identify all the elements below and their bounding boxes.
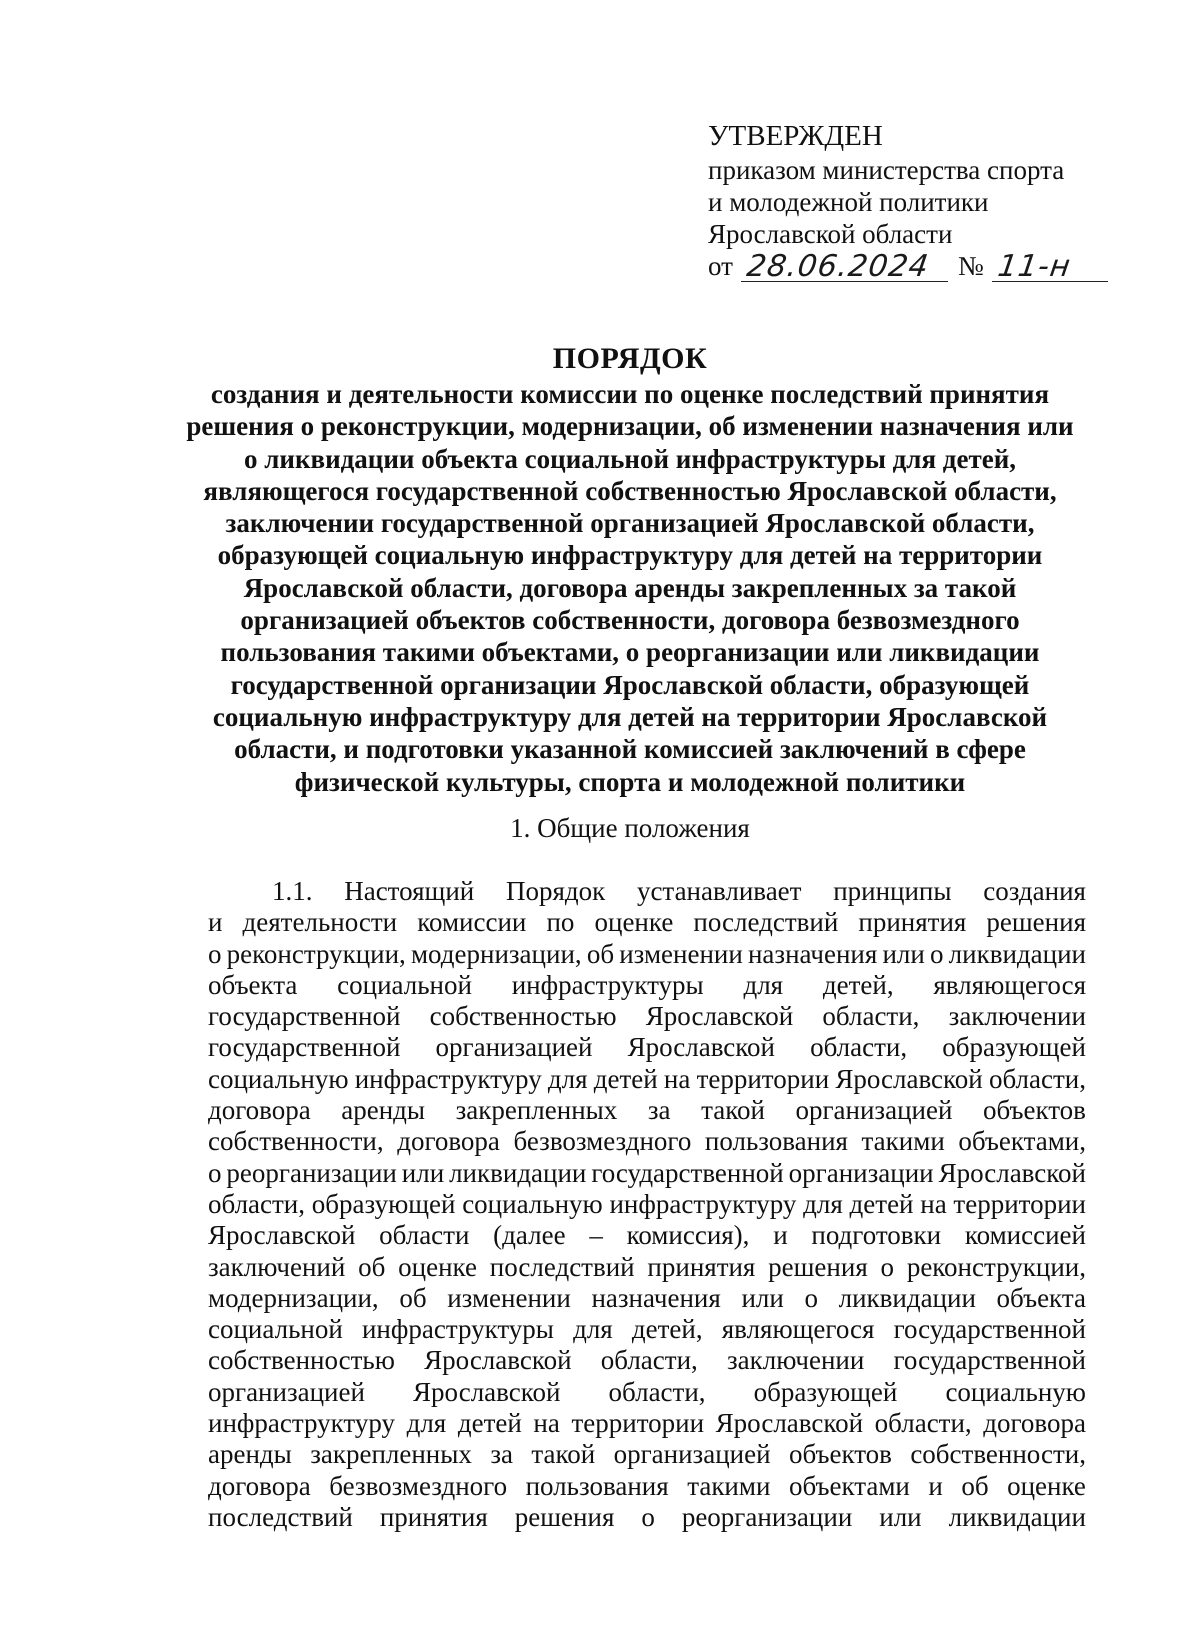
word: заключении: [727, 1345, 865, 1376]
paragraph-line: [208, 1439, 1086, 1470]
subtitle-line: являющегося государственной собственностью Ярославской области,: [203, 475, 1057, 506]
word: заключений: [208, 1251, 346, 1282]
word: области,: [988, 1063, 1086, 1094]
word: закрепленных: [455, 1095, 618, 1126]
title-main: ПОРЯДОК: [552, 342, 708, 375]
word: объектами: [788, 1470, 910, 1501]
word: принятия: [647, 1251, 756, 1282]
word: для: [743, 969, 784, 1000]
word: по: [546, 907, 575, 938]
paragraph-line: [208, 1408, 1086, 1439]
paragraph-line: [208, 1158, 1086, 1189]
word: на: [663, 1063, 691, 1094]
word: образующей: [942, 1032, 1086, 1063]
word: за: [647, 1095, 671, 1126]
word: об: [961, 1470, 989, 1501]
word: об: [399, 1282, 427, 1313]
word: государственной: [208, 1032, 401, 1063]
word: области: [379, 1220, 470, 1251]
word: о: [930, 938, 944, 969]
word: образующей: [753, 1376, 898, 1407]
word: реорганизации: [681, 1501, 853, 1532]
paragraph-line: [208, 970, 1086, 1001]
handwritten-number: 11-н: [995, 249, 1073, 284]
word: оценке: [398, 1251, 477, 1282]
word: об: [586, 938, 615, 969]
word: и: [773, 1220, 788, 1251]
word: области,: [822, 1001, 920, 1032]
word: изменении: [447, 1282, 571, 1313]
paragraph-line: [208, 939, 1086, 970]
word: о: [208, 1157, 222, 1188]
word: инфраструктуру: [609, 1188, 797, 1219]
word: пользования: [704, 1126, 848, 1157]
word: собственности,: [208, 1126, 384, 1157]
word: –: [589, 1220, 603, 1251]
word: детей: [593, 1063, 658, 1094]
word: объекта: [208, 969, 298, 1000]
subtitle-line: решения о реконструкции, модернизации, об изменении назначения или: [186, 411, 1074, 442]
date-prefix: от: [708, 251, 733, 281]
approval-heading: УТВЕРЖДЕН: [708, 120, 883, 152]
word: безвозмездного: [329, 1470, 508, 1501]
paragraph-line: [208, 1189, 1086, 1220]
word: подготовки: [811, 1220, 942, 1251]
word: или: [401, 1157, 445, 1188]
word: детей: [457, 1408, 522, 1439]
word: принятия: [858, 907, 967, 938]
word: государственной: [893, 1314, 1086, 1345]
number-field: [992, 251, 1108, 282]
word: Ярославской: [645, 1001, 794, 1032]
word: такой: [701, 1095, 765, 1126]
word: 1.1.: [272, 876, 313, 906]
word: о: [880, 1251, 895, 1282]
approval-stamp-block: [708, 118, 1108, 282]
subtitle-line: заключении государственной организацией Ярославской области,: [225, 508, 1035, 539]
word: договора: [983, 1408, 1086, 1439]
word: организации: [788, 1157, 934, 1188]
word: комиссией: [964, 1220, 1086, 1251]
word: являющегося: [933, 969, 1086, 1000]
word: договора: [397, 1126, 500, 1157]
subtitle-line: области, и подготовки указанной комиссией заключений в сфере: [234, 734, 1026, 765]
word: аренды: [208, 1439, 292, 1470]
word: социальную: [945, 1376, 1086, 1407]
word: инфраструктуры: [511, 969, 704, 1000]
word: собственности,: [910, 1439, 1086, 1470]
word: государственной: [591, 1157, 784, 1188]
word: последствий: [208, 1501, 353, 1532]
paragraph-line: [208, 1471, 1086, 1502]
word: инфраструктуры: [361, 1314, 554, 1345]
word: инфраструктуру: [354, 1063, 542, 1094]
word: социальной: [337, 969, 472, 1000]
word: закрепленных: [310, 1439, 472, 1470]
word: Ярославской: [208, 1220, 356, 1251]
word: реконструкции,: [226, 938, 406, 969]
word: ликвидации: [449, 1157, 587, 1188]
word: Ярославской: [413, 1376, 561, 1407]
approval-date-number-line: [708, 250, 1108, 282]
number-sign: №: [957, 251, 984, 281]
word: модернизации,: [208, 1282, 379, 1313]
word: Ярославской: [835, 1063, 983, 1094]
word: комиссии: [417, 907, 527, 938]
word: реконструкции,: [906, 1251, 1086, 1282]
word: назначения: [747, 938, 878, 969]
word: социальной: [208, 1314, 343, 1345]
word: Ярославской: [715, 1408, 864, 1439]
word: территории: [953, 1188, 1086, 1219]
paragraph-line: [208, 1377, 1086, 1408]
word: объектов: [788, 1439, 892, 1470]
subtitle-line: организацией объектов собственности, договора безвозмездного: [240, 605, 1020, 636]
word: детей,: [822, 969, 894, 1000]
word: пользования: [525, 1470, 669, 1501]
word: договора: [208, 1095, 311, 1126]
word: такой: [531, 1439, 596, 1470]
word: области,: [608, 1376, 706, 1407]
approval-line: приказом министерства спорта: [708, 155, 1065, 185]
word: или: [882, 938, 925, 969]
word: собственностью: [429, 1001, 617, 1032]
word: детей: [849, 1188, 914, 1219]
word: последствий: [693, 907, 839, 938]
word: решения: [768, 1251, 868, 1282]
subtitle-line: образующей социальную инфраструктуру для детей на территории: [217, 540, 1043, 571]
word: заключении: [948, 1001, 1086, 1032]
word: оценке: [1007, 1470, 1086, 1501]
word: о: [208, 938, 222, 969]
approval-line: Ярославской области: [708, 219, 953, 249]
title-subtitle: [180, 378, 1080, 798]
word: такими: [861, 1126, 945, 1157]
paragraph-line: [208, 1001, 1086, 1032]
word: модернизации,: [410, 938, 582, 969]
paragraph-line: [208, 1314, 1086, 1345]
word: (далее: [493, 1220, 566, 1251]
paragraph-line: [208, 1032, 1086, 1063]
word: последствий: [489, 1251, 635, 1282]
subtitle-line: пользования такими объектами, о реорганизации или ликвидации: [220, 637, 1040, 668]
word: для: [547, 1063, 588, 1094]
word: комиссия),: [626, 1220, 750, 1251]
approval-line: и молодежной политики: [708, 187, 989, 217]
word: ликвидации: [948, 938, 1086, 969]
word: территории: [696, 1063, 830, 1094]
word: за: [490, 1439, 513, 1470]
word: и: [208, 907, 223, 938]
word: объекта: [996, 1282, 1086, 1313]
word: области,: [600, 1345, 698, 1376]
word: объектов: [982, 1095, 1086, 1126]
paragraph-line: [208, 876, 1086, 907]
word: договора: [208, 1470, 311, 1501]
paragraph-line: [208, 907, 1086, 938]
word: о: [641, 1501, 655, 1532]
word: на: [533, 1408, 560, 1439]
subtitle-line: создания и деятельности комиссии по оценке последствий принятия: [210, 379, 1050, 409]
paragraph-line: [208, 1095, 1086, 1126]
subtitle-line: физической культуры, спорта и молодежной политики: [294, 766, 966, 797]
word: государственной: [893, 1345, 1086, 1376]
word: об: [358, 1251, 386, 1282]
handwritten-date: 28.06.2024: [744, 249, 932, 284]
subtitle-line: о ликвидации объекта социальной инфраструктуры для детей,: [243, 443, 1017, 474]
word: Ярославской: [424, 1345, 572, 1376]
word: на: [920, 1188, 947, 1219]
paragraph-1-1: [208, 876, 1086, 1533]
word: реорганизации: [226, 1157, 397, 1188]
word: безвозмездного: [513, 1126, 692, 1157]
word: оценке: [594, 907, 674, 938]
word: организацией: [208, 1376, 365, 1407]
word: ликвидации: [948, 1501, 1086, 1532]
word: деятельности: [242, 907, 398, 938]
word: или: [879, 1501, 922, 1532]
word: или: [741, 1282, 784, 1313]
word: объектами,: [958, 1126, 1086, 1157]
subtitle-line: социальную инфраструктуру для детей на территории Ярославской: [212, 701, 1048, 732]
word: инфраструктуру: [208, 1408, 395, 1439]
word: аренды: [341, 1095, 426, 1126]
subtitle-line: государственной организации Ярославской области, образующей: [230, 669, 1030, 700]
word: решения: [986, 907, 1086, 938]
word: назначения: [591, 1282, 721, 1313]
word: Ярославской: [938, 1157, 1086, 1188]
paragraph-line: [208, 1283, 1086, 1314]
word: такими: [687, 1470, 771, 1501]
word: Ярославской: [627, 1032, 775, 1063]
word: устанавливает: [636, 876, 802, 906]
word: государственной: [208, 1001, 401, 1032]
paragraph-line: [208, 1502, 1086, 1533]
word: решения: [514, 1501, 615, 1532]
word: области,: [874, 1408, 972, 1439]
date-field: [741, 251, 948, 282]
subtitle-line: Ярославской области, договора аренды закрепленных за такой: [243, 572, 1017, 603]
paragraph-line: [208, 1220, 1086, 1251]
word: области,: [810, 1032, 908, 1063]
word: принятия: [379, 1501, 488, 1532]
word: организацией: [613, 1439, 771, 1470]
word: социальную: [208, 1063, 349, 1094]
word: для: [573, 1314, 613, 1345]
word: образующей: [311, 1188, 456, 1219]
section-heading: 1. Общие положения: [510, 813, 750, 843]
word: ликвидации: [838, 1282, 976, 1313]
document-title: [180, 340, 1080, 798]
word: для: [803, 1188, 843, 1219]
word: принципы: [833, 876, 952, 906]
word: организацией: [795, 1095, 953, 1126]
word: создания: [983, 876, 1086, 906]
word: для: [406, 1408, 447, 1439]
word: Настоящий: [344, 876, 475, 906]
paragraph-line: [208, 1252, 1086, 1283]
word: детей,: [631, 1314, 703, 1345]
paragraph-line: [208, 1126, 1086, 1157]
word: территории: [571, 1408, 705, 1439]
word: и: [928, 1470, 943, 1501]
word: о: [804, 1282, 818, 1313]
word: организацией: [435, 1032, 593, 1063]
word: Порядок: [505, 876, 606, 906]
word: социальную: [462, 1188, 603, 1219]
paragraph-line: [208, 1345, 1086, 1376]
word: области,: [208, 1188, 306, 1219]
word: являющегося: [721, 1314, 875, 1345]
paragraph-line: [208, 1064, 1086, 1095]
word: изменении: [619, 938, 743, 969]
word: собственностью: [208, 1345, 395, 1376]
